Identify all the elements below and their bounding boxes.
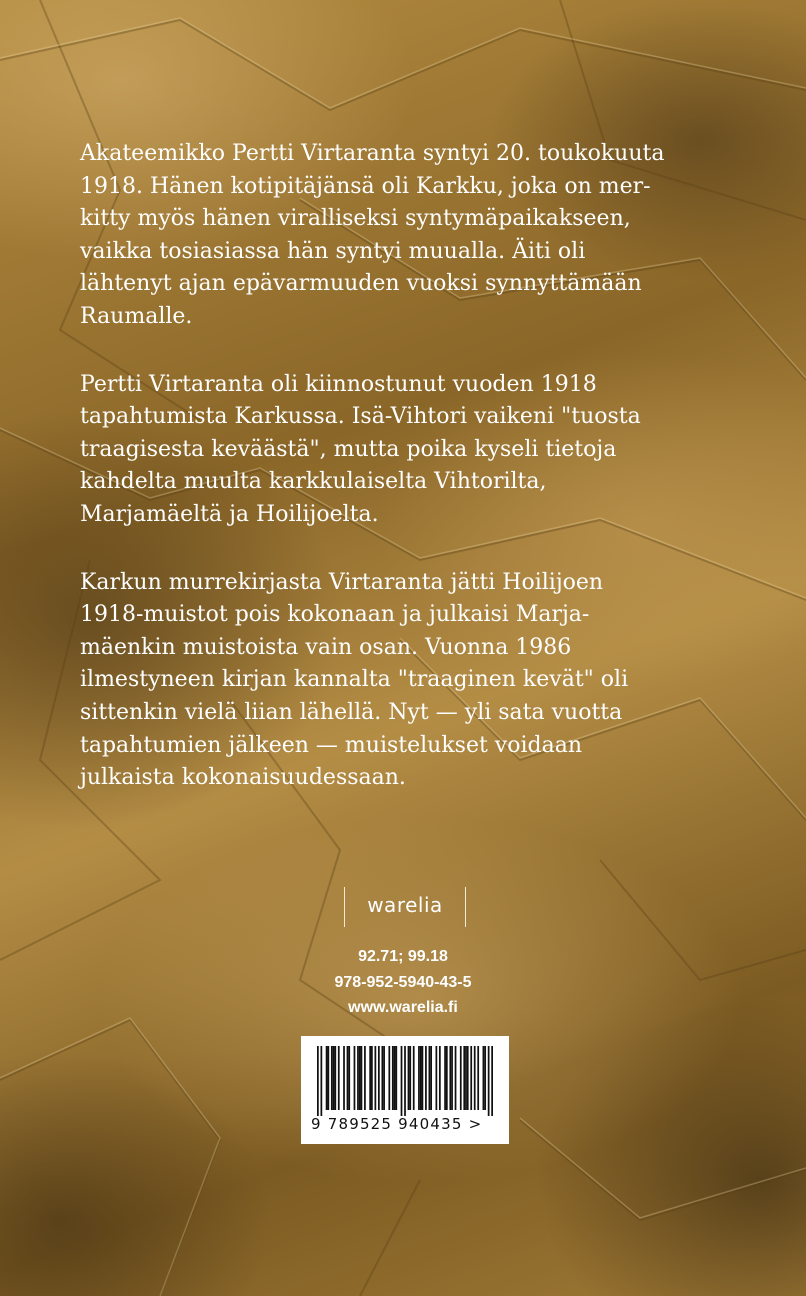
blurb-line: Raumalle. bbox=[80, 303, 193, 329]
barcode-bar bbox=[357, 1046, 359, 1110]
barcode-bar bbox=[429, 1046, 431, 1110]
barcode-bar bbox=[343, 1046, 345, 1110]
blurb-line: ilmestyneen kirjan kannalta "traaginen kevät" oli bbox=[80, 667, 629, 693]
barcode-bar bbox=[413, 1046, 415, 1110]
barcode-bar bbox=[371, 1046, 373, 1110]
barcode-bar bbox=[488, 1046, 490, 1116]
isbn-number: 978-952-5940-43-5 bbox=[334, 974, 472, 991]
back-cover-blurb bbox=[80, 138, 740, 830]
barcode-bar bbox=[408, 1046, 410, 1110]
publisher-website: www.warelia.fi bbox=[348, 999, 458, 1016]
blurb-line: Akateemikko Pertti Virtaranta syntyi 20. toukokuuta bbox=[80, 141, 665, 166]
barcode-bar bbox=[317, 1046, 319, 1116]
publisher-logo bbox=[344, 887, 466, 927]
barcode-bar bbox=[409, 1046, 411, 1110]
barcode-bar bbox=[430, 1046, 432, 1110]
barcode-bar bbox=[451, 1046, 453, 1110]
barcode-bar bbox=[333, 1046, 335, 1110]
classification-code: 92.71; 99.18 bbox=[358, 948, 448, 965]
barcode-bar bbox=[446, 1046, 448, 1110]
blurb-line: Marjamäeltä ja Hoilijoelta. bbox=[80, 501, 379, 527]
barcode-bar bbox=[477, 1046, 479, 1110]
barcode-bar bbox=[383, 1046, 385, 1110]
blurb-line: kitty myös hänen viralliseksi syntymäpaikakseen, bbox=[80, 206, 631, 232]
barcode-bar bbox=[327, 1046, 329, 1110]
barcode-bar bbox=[334, 1046, 336, 1110]
blurb-paragraph-2 bbox=[80, 369, 740, 532]
blurb-line: Pertti Virtaranta oli kiinnostunut vuoden 1918 bbox=[80, 371, 597, 397]
barcode-bar bbox=[401, 1046, 403, 1116]
publisher-name: warelia bbox=[367, 893, 443, 917]
blurb-line: julkaista kokonaisuudessaan. bbox=[80, 765, 406, 791]
blurb-paragraph-3 bbox=[80, 567, 740, 795]
blurb-line: mäenkin muistoista vain osan. Vuonna 1986 bbox=[80, 634, 572, 660]
barcode-bar bbox=[338, 1046, 340, 1110]
barcode-bar bbox=[483, 1046, 485, 1110]
barcode-bar bbox=[455, 1046, 457, 1110]
barcode-bar bbox=[404, 1046, 406, 1116]
barcode-bar bbox=[467, 1046, 469, 1110]
blurb-line: lähtenyt ajan epävarmuuden vuoksi synnyttämään bbox=[80, 271, 642, 297]
barcode-bar bbox=[465, 1046, 467, 1110]
barcode-bar bbox=[470, 1046, 472, 1110]
blurb-line: vaikka tosiasiassa hän syntyi muualla. Äiti oli bbox=[80, 238, 586, 264]
barcode-bar bbox=[361, 1046, 363, 1110]
barcode-bar bbox=[326, 1046, 328, 1110]
isbn-barcode bbox=[301, 1036, 509, 1144]
blurb-line: 1918-muistot pois kokonaan ja julkaisi Marja- bbox=[80, 602, 590, 628]
barcode-bar bbox=[375, 1046, 377, 1110]
barcode-bar bbox=[444, 1046, 446, 1110]
blurb-line: kahdelta muulta karkkulaiselta Vihtorilta, bbox=[80, 469, 547, 495]
barcode-bar bbox=[388, 1046, 390, 1110]
barcode-bar bbox=[439, 1046, 441, 1110]
barcode-bar bbox=[394, 1046, 396, 1110]
barcode-digits: 9 789525 940435 > bbox=[311, 1115, 483, 1133]
barcode-bar bbox=[436, 1046, 438, 1110]
barcode-bar bbox=[359, 1046, 361, 1110]
barcode-bar bbox=[392, 1046, 394, 1110]
barcode-bar bbox=[364, 1046, 366, 1110]
blurb-line: 1918. Hänen kotipitäjänsä oli Karkku, joka on mer- bbox=[80, 173, 651, 199]
barcode-bar bbox=[331, 1046, 333, 1110]
barcode-bar bbox=[484, 1046, 486, 1110]
blurb-line: tapahtumien jälkeen — muistelukset voidaan bbox=[80, 732, 583, 758]
barcode-bar bbox=[381, 1046, 383, 1110]
blurb-line: traagisesta keväästä", mutta poika kyseli tietoja bbox=[80, 436, 617, 462]
barcode-bar bbox=[369, 1046, 371, 1110]
barcode-bar bbox=[378, 1046, 380, 1110]
barcode-bar bbox=[395, 1046, 397, 1110]
barcode-bar bbox=[491, 1046, 493, 1116]
barcode-bar bbox=[418, 1046, 420, 1110]
blurb-line: Karkun murrekirjasta Virtaranta jätti Hoilijoen bbox=[80, 569, 604, 595]
barcode-bar bbox=[425, 1046, 427, 1110]
barcode-bar bbox=[348, 1046, 350, 1110]
blurb-line: tapahtumista Karkussa. Isä-Vihtori vaikeni "tuosta bbox=[80, 404, 641, 430]
blurb-paragraph-1 bbox=[80, 138, 740, 334]
barcode-bar bbox=[354, 1046, 356, 1110]
barcode-bar bbox=[320, 1046, 322, 1116]
barcode-bar bbox=[420, 1046, 422, 1110]
barcode-bar bbox=[474, 1046, 476, 1110]
blurb-line: sittenkin vielä liian lähellä. Nyt — yli sata vuotta bbox=[80, 699, 623, 725]
barcode-bar bbox=[347, 1046, 349, 1110]
barcode-bar bbox=[463, 1046, 465, 1110]
barcode-bar bbox=[422, 1046, 424, 1110]
barcode-bar bbox=[460, 1046, 462, 1110]
barcode-bar bbox=[449, 1046, 451, 1110]
